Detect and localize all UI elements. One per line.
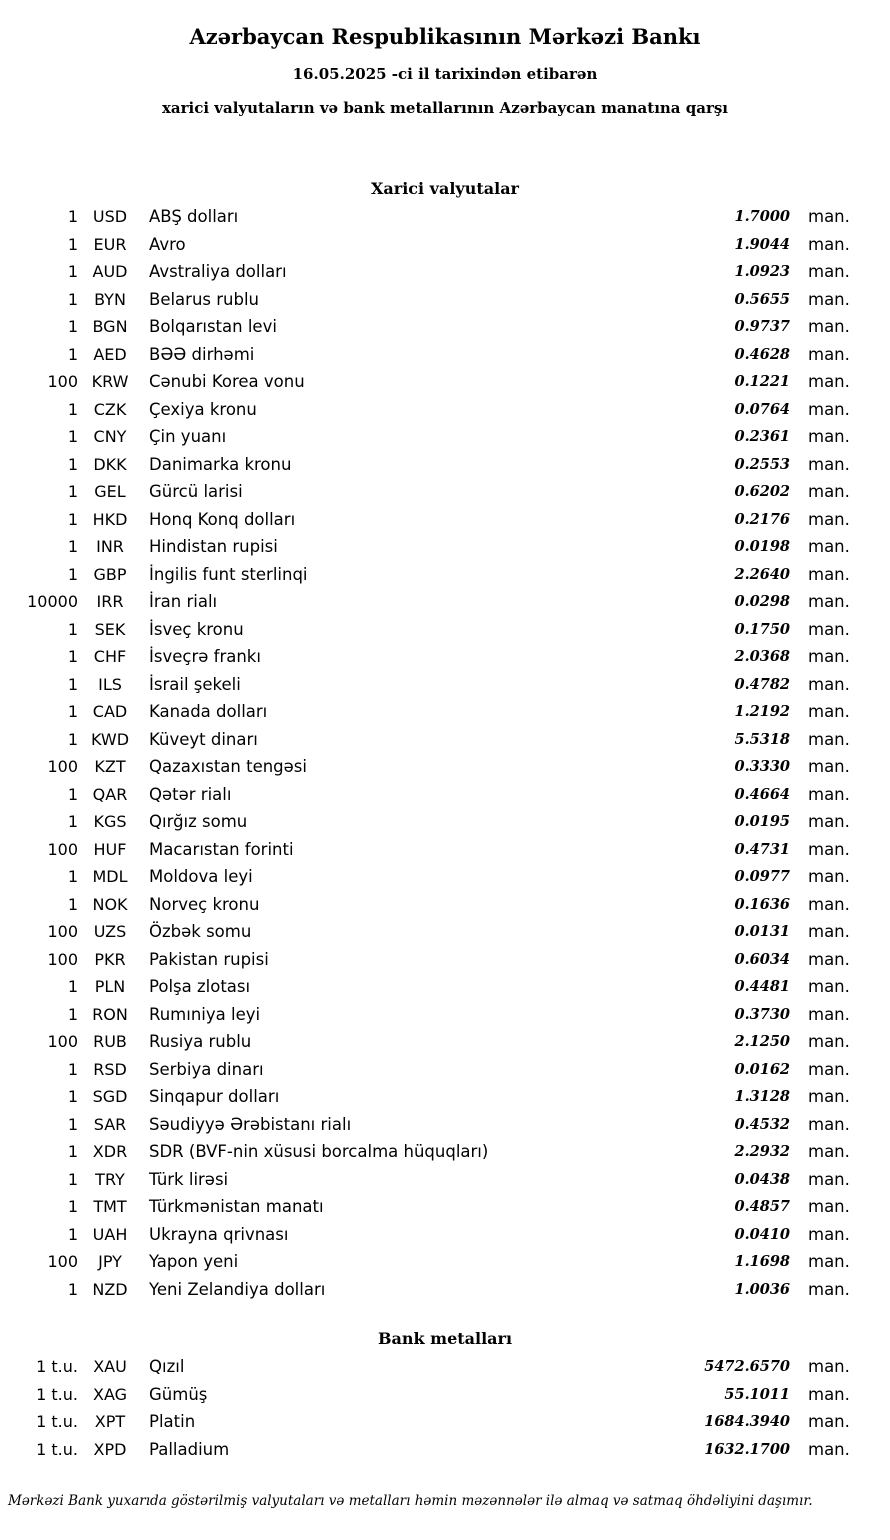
rate-row — [0, 1381, 890, 1409]
rate-value: 0.5655 — [734, 290, 790, 308]
rate-row — [0, 918, 890, 946]
rate-value: 0.2553 — [734, 455, 790, 473]
rate-value: 0.4664 — [734, 785, 790, 803]
currency-code: RUB — [93, 1032, 127, 1051]
currency-name: Ukrayna qrivnası — [149, 1224, 289, 1244]
currency-code: DKK — [93, 454, 127, 474]
rate-value: 0.0195 — [734, 813, 790, 830]
quantity-value: 1 — [67, 289, 78, 309]
currency-code: IRR — [96, 592, 124, 611]
rate-row — [0, 1221, 890, 1249]
rate-unit-label: man. — [808, 344, 850, 364]
rate-value: 1.1698 — [734, 1253, 790, 1270]
currency-code: KGS — [93, 812, 127, 831]
rate-unit-label: man. — [808, 977, 850, 996]
currency-code: XDR — [92, 1142, 128, 1161]
currency-code: CAD — [92, 702, 128, 721]
rate-unit-label: man. — [808, 1252, 850, 1271]
metals-section-title: Bank metalları — [377, 1329, 513, 1348]
currency-code: RSD — [93, 1059, 127, 1079]
rate-unit-label: man. — [808, 454, 850, 474]
quantity-value: 1 — [67, 1087, 78, 1106]
currency-name: Küveyt dinarı — [149, 729, 258, 749]
quantity-value: 1 — [67, 317, 78, 336]
rate-value: 2.0368 — [734, 648, 790, 665]
currency-code: QAR — [92, 784, 128, 804]
rate-unit-label: man. — [808, 619, 850, 639]
rate-unit-label: man. — [808, 399, 850, 419]
quantity-value: 100 — [47, 1252, 78, 1271]
rate-unit-label: man. — [808, 262, 850, 281]
rate-row — [0, 781, 890, 809]
currencies-table — [0, 203, 890, 1303]
page-title: Azərbaycan Respublikasının Mərkəzi Bankı — [189, 24, 701, 49]
rate-unit-label: man. — [808, 1384, 850, 1404]
quantity-value: 1 t.u. — [36, 1412, 78, 1431]
currency-code: GBP — [93, 564, 127, 584]
rate-unit-label: man. — [808, 812, 850, 831]
currency-name: Danimarka kronu — [149, 454, 292, 474]
quantity-value: 10000 — [27, 592, 78, 611]
rate-value: 0.0131 — [734, 923, 790, 940]
rate-row — [0, 1001, 890, 1029]
currency-name: İran rialı — [149, 592, 218, 611]
currency-code: RON — [92, 1004, 128, 1024]
rate-row — [0, 423, 890, 451]
currency-code: PLN — [94, 977, 126, 996]
quantity-value: 1 — [67, 564, 78, 584]
rate-row — [0, 616, 890, 644]
rate-row — [0, 588, 890, 616]
currency-name: Rusiya rublu — [149, 1032, 252, 1051]
quantity-value: 1 — [67, 454, 78, 474]
rate-value: 0.3730 — [734, 1005, 790, 1023]
currency-name: Gürcü larisi — [149, 482, 243, 501]
rate-unit-label: man. — [808, 509, 850, 529]
currency-name: Palladium — [149, 1439, 230, 1459]
metals-table — [0, 1353, 890, 1463]
quantity-value: 1 — [67, 262, 78, 281]
rate-row — [0, 506, 890, 534]
rate-unit-label: man. — [808, 1197, 850, 1216]
quantity-value: 100 — [47, 839, 78, 859]
currency-name: Platin — [149, 1412, 196, 1431]
quantity-value: 1 — [67, 784, 78, 804]
currency-name: Yeni Zelandiya dolları — [149, 1279, 326, 1299]
rate-value: 1.2192 — [734, 703, 790, 720]
rate-value: 0.4782 — [734, 675, 790, 693]
rate-value: 1684.3940 — [704, 1413, 790, 1430]
rate-unit-label: man. — [808, 1114, 850, 1134]
rate-row — [0, 891, 890, 919]
quantity-value: 1 — [67, 344, 78, 364]
currency-name: Qətər rialı — [149, 784, 232, 804]
rate-value: 0.0198 — [734, 538, 790, 555]
quantity-value: 100 — [47, 922, 78, 941]
currency-code: XPT — [94, 1412, 126, 1431]
page-header — [0, 24, 890, 117]
currency-name: Belarus rublu — [149, 289, 260, 309]
rate-value: 0.4731 — [734, 840, 790, 858]
rate-row — [0, 1436, 890, 1464]
quantity-value: 1 — [67, 427, 78, 446]
currency-code: AUD — [92, 262, 128, 281]
rate-value: 0.0438 — [734, 1170, 790, 1188]
currency-name: Polşa zlotası — [149, 977, 251, 996]
currency-name: Kanada dolları — [149, 702, 268, 721]
quantity-value: 1 — [67, 399, 78, 419]
rate-value: 1.0036 — [734, 1280, 790, 1298]
rate-value: 0.9737 — [734, 318, 790, 335]
currency-code: XAG — [92, 1384, 128, 1404]
rate-unit-label: man. — [808, 729, 850, 749]
currency-code: NOK — [92, 894, 128, 914]
quantity-value: 1 — [67, 1169, 78, 1189]
rate-row — [0, 231, 890, 259]
currency-name: ABŞ dolları — [149, 207, 239, 226]
quantity-value: 100 — [47, 1032, 78, 1051]
currency-code: CNY — [93, 427, 127, 446]
rate-row — [0, 1248, 890, 1276]
currency-name: Avstraliya dolları — [149, 262, 287, 281]
currency-name: Qızıl — [149, 1357, 185, 1376]
rate-row — [0, 808, 890, 836]
quantity-value: 1 — [67, 894, 78, 914]
currency-name: İsveçrə frankı — [149, 647, 261, 666]
quantity-value: 100 — [47, 757, 78, 776]
currency-code: SGD — [92, 1087, 128, 1106]
quantity-value: 1 t.u. — [36, 1357, 78, 1376]
currency-name: Avro — [149, 234, 186, 254]
rate-unit-label: man. — [808, 922, 850, 941]
quantity-value: 1 — [67, 812, 78, 831]
rate-value: 2.2640 — [734, 565, 790, 583]
foreign-currencies-section — [0, 179, 890, 1303]
rate-unit-label: man. — [808, 592, 850, 611]
currency-code: EUR — [93, 234, 127, 254]
rate-row — [0, 973, 890, 1001]
rate-unit-label: man. — [808, 317, 850, 336]
currency-code: UAH — [92, 1224, 128, 1244]
currency-name: Özbək somu — [149, 922, 252, 941]
currency-code: UZS — [93, 922, 127, 941]
quantity-value: 1 t.u. — [36, 1384, 78, 1404]
rate-row — [0, 203, 890, 231]
currency-code: SAR — [93, 1114, 127, 1134]
quantity-value: 1 — [67, 977, 78, 996]
currency-name: Səudiyyə Ərəbistanı rialı — [149, 1114, 352, 1134]
rate-unit-label: man. — [808, 1087, 850, 1106]
rate-unit-label: man. — [808, 289, 850, 309]
rate-row — [0, 863, 890, 891]
quantity-value: 1 — [67, 1279, 78, 1299]
rate-row — [0, 1276, 890, 1304]
currency-name: Gümüş — [149, 1384, 208, 1404]
effective-date: 16.05.2025 -ci il tarixindən etibarən — [292, 65, 598, 83]
quantity-value: 1 — [67, 1197, 78, 1216]
rate-value: 5472.6570 — [704, 1358, 790, 1375]
page-footer — [0, 1493, 890, 1509]
rate-row — [0, 671, 890, 699]
rate-value: 0.6202 — [734, 483, 790, 500]
rate-unit-label: man. — [808, 1032, 850, 1051]
currency-name: Türkmənistan manatı — [149, 1197, 324, 1216]
rate-row — [0, 1166, 890, 1194]
currency-code: GEL — [94, 482, 126, 501]
quantity-value: 1 — [67, 509, 78, 529]
rate-value: 0.1636 — [734, 895, 790, 913]
rate-row — [0, 451, 890, 479]
rate-value: 1.0923 — [734, 263, 790, 280]
rate-unit-label: man. — [808, 1142, 850, 1161]
currency-name: İngilis funt sterlinqi — [149, 564, 308, 584]
quantity-value: 1 — [67, 1224, 78, 1244]
rate-value: 1.9044 — [734, 235, 790, 253]
currency-name: Qazaxıstan tengəsi — [149, 757, 307, 776]
rate-unit-label: man. — [808, 1357, 850, 1376]
currency-name: Hindistan rupisi — [149, 537, 278, 556]
currency-code: HKD — [92, 509, 128, 529]
rate-value: 0.0298 — [734, 593, 790, 610]
quantity-value: 1 — [67, 867, 78, 886]
currency-name: Çin yuanı — [149, 427, 227, 446]
rate-unit-label: man. — [808, 674, 850, 694]
rate-row — [0, 368, 890, 396]
quantity-value: 1 — [67, 537, 78, 556]
quantity-value: 1 — [67, 1004, 78, 1024]
rate-row — [0, 726, 890, 754]
rate-row — [0, 1111, 890, 1139]
rate-row — [0, 1138, 890, 1166]
rate-row — [0, 561, 890, 589]
currency-code: MDL — [92, 867, 128, 886]
rate-value: 0.4857 — [734, 1198, 790, 1215]
currency-name: İsveç kronu — [149, 619, 244, 639]
quantity-value: 1 — [67, 647, 78, 666]
rate-value: 2.2932 — [734, 1143, 790, 1160]
currency-code: BYN — [94, 289, 126, 309]
currency-code: KZT — [94, 757, 126, 776]
currencies-section-title: Xarici valyutalar — [371, 179, 519, 198]
page-subtitle: xarici valyutaların və bank metallarının Azərbaycan manatına qarşı — [161, 99, 729, 117]
currency-code: SEK — [94, 619, 126, 639]
rate-value: 0.1221 — [734, 373, 790, 390]
currency-code: CZK — [93, 399, 127, 419]
rate-unit-label: man. — [808, 702, 850, 721]
currency-code: XPD — [93, 1439, 127, 1459]
rate-unit-label: man. — [808, 564, 850, 584]
rate-row — [0, 258, 890, 286]
rate-row — [0, 1083, 890, 1111]
rate-value: 1632.1700 — [704, 1440, 790, 1458]
currency-code: BGN — [92, 317, 128, 336]
rate-row — [0, 396, 890, 424]
rate-value: 0.4481 — [734, 978, 790, 995]
quantity-value: 100 — [47, 949, 78, 969]
rate-row — [0, 313, 890, 341]
rate-value: 1.3128 — [734, 1088, 790, 1105]
quantity-value: 1 — [67, 702, 78, 721]
rate-value: 0.3330 — [734, 758, 790, 775]
rate-unit-label: man. — [808, 207, 850, 226]
currency-code: HUF — [93, 839, 127, 859]
currency-code: TRY — [95, 1169, 125, 1189]
quantity-value: 1 — [67, 1059, 78, 1079]
rate-unit-label: man. — [808, 949, 850, 969]
rate-value: 0.0162 — [734, 1060, 790, 1078]
rate-unit-label: man. — [808, 647, 850, 666]
currency-name: Qırğız somu — [149, 812, 248, 831]
rate-unit-label: man. — [808, 839, 850, 859]
quantity-value: 1 — [67, 1114, 78, 1134]
rate-value: 0.2176 — [734, 510, 790, 528]
currency-code: AED — [93, 344, 127, 364]
rate-row — [0, 478, 890, 506]
rate-unit-label: man. — [808, 1279, 850, 1299]
currency-name: Norveç kronu — [149, 894, 260, 914]
rate-unit-label: man. — [808, 427, 850, 446]
quantity-value: 1 — [67, 482, 78, 501]
rate-row — [0, 341, 890, 369]
rate-unit-label: man. — [808, 482, 850, 501]
currency-code: KWD — [90, 729, 130, 749]
rate-value: 55.1011 — [724, 1385, 790, 1403]
quantity-value: 1 — [67, 207, 78, 226]
rate-value: 0.0410 — [734, 1225, 790, 1243]
quantity-value: 1 — [67, 619, 78, 639]
currency-name: Moldova leyi — [149, 867, 253, 886]
currency-name: Rumıniya leyi — [149, 1004, 261, 1024]
currency-code: ILS — [98, 674, 122, 694]
rate-value: 0.0977 — [734, 868, 790, 885]
rate-unit-label: man. — [808, 1439, 850, 1459]
rate-unit-label: man. — [808, 537, 850, 556]
rate-value: 0.4532 — [734, 1115, 790, 1133]
rate-row — [0, 698, 890, 726]
rate-value: 5.5318 — [734, 730, 790, 748]
quantity-value: 100 — [47, 372, 78, 391]
quantity-value: 1 — [67, 729, 78, 749]
currency-name: Honq Konq dolları — [149, 509, 296, 529]
currency-name: Türk lirəsi — [149, 1169, 229, 1189]
currency-code: PKR — [94, 949, 126, 969]
currency-code: CHF — [93, 647, 127, 666]
rate-value: 2.1250 — [734, 1033, 790, 1050]
rate-value: 0.2361 — [734, 428, 790, 445]
currency-name: Sinqapur dolları — [149, 1087, 280, 1106]
rate-row — [0, 1193, 890, 1221]
currency-code: KRW — [91, 372, 129, 391]
rate-unit-label: man. — [808, 372, 850, 391]
currency-name: Yapon yeni — [149, 1252, 239, 1271]
currency-code: USD — [92, 207, 128, 226]
bank-metals-section — [0, 1329, 890, 1463]
rate-row — [0, 836, 890, 864]
currency-code: INR — [96, 537, 124, 556]
currency-name: Çexiya kronu — [149, 399, 257, 419]
currency-code: NZD — [92, 1279, 128, 1299]
rate-unit-label: man. — [808, 867, 850, 886]
rate-unit-label: man. — [808, 784, 850, 804]
rate-value: 0.1750 — [734, 620, 790, 638]
rate-unit-label: man. — [808, 894, 850, 914]
rate-row — [0, 1028, 890, 1056]
currency-name: İsrail şekeli — [149, 674, 241, 694]
currency-name: Bolqarıstan levi — [149, 317, 277, 336]
quantity-value: 1 — [67, 234, 78, 254]
currency-code: JPY — [98, 1252, 122, 1271]
rate-row — [0, 1056, 890, 1084]
rate-unit-label: man. — [808, 234, 850, 254]
rate-unit-label: man. — [808, 1169, 850, 1189]
rate-value: 0.6034 — [734, 950, 790, 968]
currency-name: BƏƏ dirhəmi — [149, 344, 255, 364]
rate-row — [0, 1408, 890, 1436]
currency-code: TMT — [93, 1197, 127, 1216]
rate-unit-label: man. — [808, 1004, 850, 1024]
rate-unit-label: man. — [808, 1412, 850, 1431]
rate-value: 0.0764 — [734, 400, 790, 418]
rate-value: 0.4628 — [734, 345, 790, 363]
rate-row — [0, 753, 890, 781]
rate-row — [0, 533, 890, 561]
currency-name: SDR (BVF-nin xüsusi borcalma hüquqları) — [149, 1142, 489, 1161]
rate-value: 1.7000 — [734, 208, 790, 225]
currency-name: Macarıstan forinti — [149, 839, 294, 859]
rate-row — [0, 286, 890, 314]
quantity-value: 1 — [67, 674, 78, 694]
rate-row — [0, 643, 890, 671]
rate-row — [0, 946, 890, 974]
currency-name: Pakistan rupisi — [149, 949, 269, 969]
rate-unit-label: man. — [808, 1059, 850, 1079]
rate-unit-label: man. — [808, 757, 850, 776]
quantity-value: 1 — [67, 1142, 78, 1161]
currency-code: XAU — [93, 1357, 127, 1376]
currency-name: Cənubi Korea vonu — [149, 372, 305, 391]
quantity-value: 1 t.u. — [36, 1439, 78, 1459]
rate-unit-label: man. — [808, 1224, 850, 1244]
disclaimer-text: Mərkəzi Bank yuxarıda göstərilmiş valyutaları və metalları həmin məzənnələr ilə almaq və satmaq öhdəliyini daşımır. — [8, 1493, 813, 1509]
currency-name: Serbiya dinarı — [149, 1059, 264, 1079]
rate-row — [0, 1353, 890, 1381]
